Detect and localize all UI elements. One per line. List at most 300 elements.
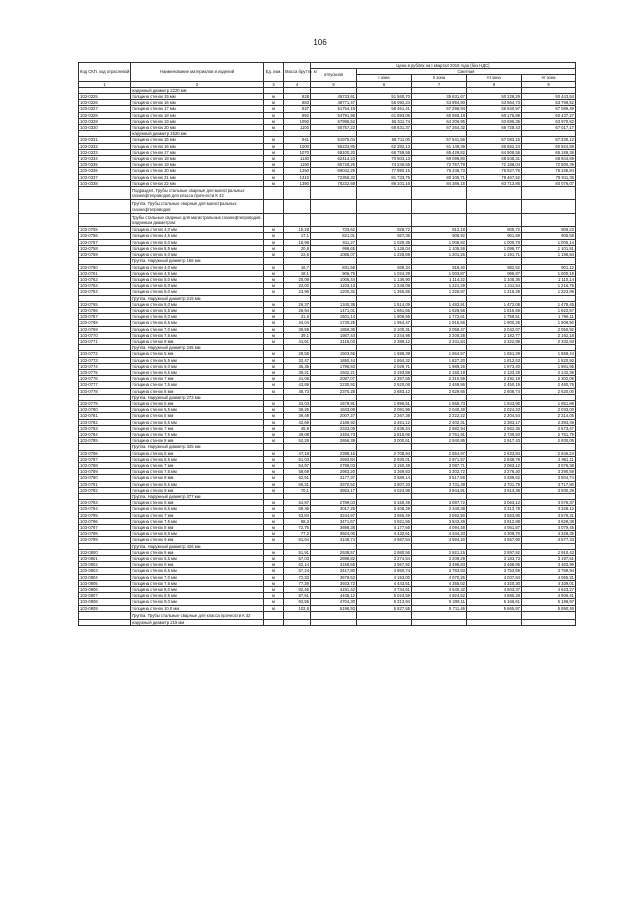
row-zone-3-price: [467, 213, 522, 226]
row-code: 103-0778: [79, 388, 131, 394]
row-zone-1-price: 4 432,61: [357, 531, 412, 537]
section-heading-row: [79, 200, 576, 213]
row-zone-3-price: 3 183,73: [467, 556, 522, 562]
row-code: 103-0326: [79, 100, 131, 106]
row-zone-4-price: 67 017,17: [522, 125, 576, 131]
row-zone-2-price: 2 761,91: [412, 431, 467, 437]
row-zone-2-price: 4 355,02: [412, 580, 467, 586]
row-zone-1-price: 939,34: [357, 264, 412, 270]
row-name: толщина стенок 8,5 мм: [131, 481, 264, 487]
row-zone-3-price: 1 472,08: [467, 301, 522, 307]
row-zone-2-price: 2 200,28: [412, 332, 467, 338]
row-zone-2-price: 53 994,90: [412, 100, 467, 106]
row-code: 103-0760: [79, 264, 131, 270]
row-zone-3-price: 60 176,89: [467, 112, 522, 118]
row-unit: м: [264, 431, 284, 437]
row-zone-1-price: 81 733,75: [357, 174, 412, 180]
row-code: 103-0756: [79, 233, 131, 239]
row-zone-4-price: 57 089,49: [522, 106, 576, 112]
row-zone-3-price: [467, 187, 522, 200]
row-unit: м: [264, 500, 284, 506]
row-code: 103-0761: [79, 270, 131, 276]
row-zone-3-price: 3 063,12: [467, 463, 522, 469]
row-zone-1-price: 65 511,74: [357, 118, 412, 124]
row-zone-2-price: 2 150,19: [412, 369, 467, 375]
row-zone-1-price: 1 355,88: [357, 289, 412, 295]
row-code: 103-0783: [79, 425, 131, 431]
row-code: 103-0770: [79, 332, 131, 338]
row-zone-2-price: 2 040,49: [412, 407, 467, 413]
row-release-price: [311, 620, 357, 626]
row-zone-3-price: 3 468,95: [467, 562, 522, 568]
row-code: 103-0798: [79, 531, 131, 537]
row-release-price: 60757,22: [311, 125, 357, 131]
row-name: толщина стенок 4,0 мм: [131, 227, 264, 233]
row-unit: м: [264, 593, 284, 599]
row-code: 103-0333: [79, 149, 131, 155]
row-zone-3-price: 882,52: [467, 264, 522, 270]
row-zone-2-price: 1 915,56: [412, 320, 467, 326]
row-zone-4-price: 1 851,88: [522, 400, 576, 406]
row-code: 103-0772: [79, 351, 131, 357]
col-number: 4: [284, 81, 311, 87]
row-zone-3-price: 68 548,31: [467, 156, 522, 162]
row-mass: 63,84: [284, 512, 311, 518]
row-zone-4-price: 63 970,82: [522, 118, 576, 124]
row-zone-4-price: 905,58: [522, 233, 576, 239]
row-unit: [264, 187, 284, 200]
row-zone-1-price: 4 153,00: [357, 574, 412, 580]
row-mass: 68,3: [284, 518, 311, 524]
row-mass: 51,91: [284, 549, 311, 555]
row-release-price: 2375,28: [311, 388, 357, 394]
row-release-price: 2593,84: [311, 456, 357, 462]
section-heading-row: [79, 611, 576, 619]
row-zone-2-price: 3 517,66: [412, 475, 467, 481]
row-release-price: 3158,56: [311, 562, 357, 568]
row-zone-4-price: 1 766,11: [522, 314, 576, 320]
row-code: 103-0325: [79, 94, 131, 100]
row-zone-4-price: 1 323,99: [522, 289, 576, 295]
row-zone-4-price: 901,12: [522, 264, 576, 270]
row-mass: 937: [284, 106, 311, 112]
row-mass: [284, 611, 311, 619]
row-zone-2-price: 5 711,46: [412, 605, 467, 611]
row-mass: 57,03: [284, 556, 311, 562]
row-unit: м: [264, 456, 284, 462]
row-unit: м: [264, 100, 284, 106]
row-release-price: 821,01: [311, 233, 357, 239]
row-zone-3-price: 1 651,29: [467, 351, 522, 357]
row-zone-2-price: 2 341,54: [412, 338, 467, 344]
row-name: толщина стенок 6,5 мм: [131, 320, 264, 326]
row-code: 103-0773: [79, 357, 131, 363]
row-code: 103-0801: [79, 556, 131, 562]
row-release-price: 1650,44: [311, 357, 357, 363]
row-name: толщина стенок 7 мм: [131, 425, 264, 431]
row-unit: м: [264, 419, 284, 425]
row-release-price: 54791,98: [311, 112, 357, 118]
row-name: толщина стенок 21 мм: [131, 174, 264, 180]
row-name: толщина стенок 22 мм: [131, 180, 264, 186]
row-zone-4-price: 50 443,54: [522, 94, 576, 100]
row-name: толщина стенок 15 мм: [131, 137, 264, 143]
row-release-price: 2638,57: [311, 549, 357, 555]
row-name: толщина стенок 7,5 мм: [131, 382, 264, 388]
row-release-price: 1859,35: [311, 326, 357, 332]
row-zone-1-price: 828,72: [357, 227, 412, 233]
row-zone-3-price: 3 276,40: [467, 469, 522, 475]
price-table: [78, 62, 576, 626]
row-code: 103-0329: [79, 118, 131, 124]
header-zone-2: II зона: [412, 75, 467, 81]
row-code: 103-0774: [79, 363, 131, 369]
row-release-price: 2656,39: [311, 438, 357, 444]
row-code: 103-0802: [79, 562, 131, 568]
col-number: 7: [412, 81, 467, 87]
row-zone-2-price: 2 940,85: [412, 438, 467, 444]
row-name: толщина стенок 16 мм: [131, 100, 264, 106]
row-code: 103-0775: [79, 369, 131, 375]
row-zone-1-price: [357, 620, 412, 626]
row-code: 103-0338: [79, 180, 131, 186]
section-title: Группа. Трубы стальные сварные для магистральных газонефтепроводов: [131, 200, 264, 213]
row-mass: 66,31: [284, 481, 311, 487]
row-code: 103-0330: [79, 125, 131, 131]
row-code: 103-0782: [79, 419, 131, 425]
row-zone-1-price: 5 827,55: [357, 605, 412, 611]
row-release-price: 3924,06: [311, 531, 357, 537]
row-zone-4-price: 1 196,84: [522, 252, 576, 258]
row-zone-2-price: 2 469,86: [412, 382, 467, 388]
row-unit: м: [264, 112, 284, 118]
row-zone-4-price: [522, 200, 576, 213]
row-zone-2-price: 4 640,32: [412, 587, 467, 593]
row-code: 103-0788: [79, 463, 131, 469]
row-unit: м: [264, 314, 284, 320]
row-zone-2-price: 64 206,95: [412, 118, 467, 124]
row-zone-3-price: 2 562,36: [467, 425, 522, 431]
row-release-price: 3017,26: [311, 506, 357, 512]
row-zone-2-price: 3 843,49: [412, 518, 467, 524]
header-price-group: Цена в рублях на I квартал 2016 года (без НДС): [311, 63, 576, 69]
row-mass: 1190: [284, 162, 311, 168]
row-unit: м: [264, 413, 284, 419]
row-zone-4-price: [522, 213, 576, 226]
row-code: 103-0800: [79, 549, 131, 555]
row-mass: 35,35: [284, 363, 311, 369]
row-mass: 39,49: [284, 413, 311, 419]
row-release-price: 1085,07: [311, 252, 357, 258]
row-code: 103-0792: [79, 487, 131, 493]
row-zone-2-price: 1 989,26: [412, 363, 467, 369]
row-zone-2-price: 918,40: [412, 264, 467, 270]
row-mass: 81,64: [284, 537, 311, 543]
row-zone-1-price: 1 954,47: [357, 320, 412, 326]
row-release-price: 2789,03: [311, 500, 357, 506]
row-name: толщина стенок 5 мм: [131, 400, 264, 406]
row-name: толщина стенок 19 мм: [131, 162, 264, 168]
row-unit: м: [264, 149, 284, 155]
row-zone-4-price: 57 330,12: [522, 137, 576, 143]
row-mass: 941: [284, 137, 311, 143]
row-zone-4-price: 3 829,38: [522, 518, 576, 524]
row-code: 103-0797: [79, 525, 131, 531]
section-heading-row: [79, 213, 576, 226]
row-release-price: 1103,13: [311, 283, 357, 289]
col-number: 1: [79, 81, 131, 87]
row-zone-3-price: 1 812,63: [467, 357, 522, 363]
row-zone-2-price: 60 660,18: [412, 112, 467, 118]
row-zone-4-price: 3 328,12: [522, 506, 576, 512]
row-name: толщина стенок 20 мм: [131, 168, 264, 174]
row-zone-1-price: 3 150,49: [357, 463, 412, 469]
row-zone-1-price: 2 930,01: [357, 456, 412, 462]
row-zone-2-price: 908,92: [412, 233, 467, 239]
row-mass: 54,87: [284, 500, 311, 506]
col-number: 9: [522, 81, 576, 87]
row-code: 103-0768: [79, 320, 131, 326]
row-zone-3-price: 5 166,61: [467, 599, 522, 605]
row-zone-2-price: [412, 213, 467, 226]
row-code: 103-0757: [79, 239, 131, 245]
row-zone-1-price: 3 408,29: [357, 506, 412, 512]
row-unit: м: [264, 320, 284, 326]
row-zone-2-price: 76 436,73: [412, 168, 467, 174]
row-unit: м: [264, 369, 284, 375]
row-unit: м: [264, 587, 284, 593]
row-zone-2-price: 4 924,52: [412, 593, 467, 599]
row-code: 103-0755: [79, 227, 131, 233]
row-unit: м: [264, 562, 284, 568]
row-mass: 42,69: [284, 419, 311, 425]
row-zone-4-price: 3 076,38: [522, 463, 576, 469]
row-zone-1-price: 86 101,16: [357, 180, 412, 186]
row-zone-1-price: 3 860,74: [357, 568, 412, 574]
row-zone-2-price: 69 098,80: [412, 156, 467, 162]
col-number: 3: [264, 81, 284, 87]
row-code: [79, 620, 131, 626]
row-code: 103-0777: [79, 382, 131, 388]
row-release-price: 69042,29: [311, 168, 357, 174]
row-zone-4-price: 2 192,18: [522, 332, 576, 338]
row-zone-4-price: 60 924,59: [522, 143, 576, 149]
row-zone-3-price: 2 633,84: [467, 450, 522, 456]
row-name: толщина стенок 7,5 мм: [131, 469, 264, 475]
row-mass: 32,47: [284, 357, 311, 363]
row-zone-3-price: 1 843,90: [467, 400, 522, 406]
row-code: 103-0771: [79, 338, 131, 344]
section-title: Подраздел. Трубы стальные сварные для магистральных газонефтепроводов для класса прочности К 42: [131, 187, 264, 200]
row-zone-4-price: 4 906,41: [522, 593, 576, 599]
row-code: 103-0336: [79, 168, 131, 174]
row-release-price: 2007,27: [311, 413, 357, 419]
row-unit: м: [264, 118, 284, 124]
row-zone-4-price: 1 216,76: [522, 283, 576, 289]
row-zone-4-price: 2 302,09: [522, 376, 576, 382]
row-release-price: 1678,91: [311, 400, 357, 406]
row-zone-4-price: 2 930,05: [522, 438, 576, 444]
row-zone-4-price: 4 055,31: [522, 574, 576, 580]
row-name: толщина стенок 7,5 мм: [131, 580, 264, 586]
row-mass: 23,96: [284, 289, 311, 295]
row-zone-2-price: 3 592,50: [412, 512, 467, 518]
row-unit: [264, 611, 284, 619]
row-code: 103-0328: [79, 112, 131, 118]
row-zone-4-price: 76 155,84: [522, 168, 576, 174]
row-zone-1-price: [357, 611, 412, 619]
row-zone-4-price: 2 460,76: [522, 382, 576, 388]
row-mass: 62,51: [284, 475, 311, 481]
row-mass: 41,61: [284, 338, 311, 344]
row-zone-2-price: 3 087,71: [412, 463, 467, 469]
row-code: 103-0796: [79, 518, 131, 524]
row-name: толщина стенок 6 мм: [131, 413, 264, 419]
row-code: 103-0781: [79, 413, 131, 419]
row-mass: 22,6: [284, 252, 311, 258]
row-zone-2-price: 3 302,72: [412, 469, 467, 475]
row-zone-3-price: 2 322,89: [467, 338, 522, 344]
row-name: толщина стенок 6 мм: [131, 562, 264, 568]
row-mass: [284, 620, 311, 626]
row-name: толщина стенок 17 мм: [131, 106, 264, 112]
row-release-price: 72356,32: [311, 174, 357, 180]
row-mass: 18,1: [284, 270, 311, 276]
row-zone-1-price: 1 246,08: [357, 283, 412, 289]
row-zone-2-price: 2 310,59: [412, 376, 467, 382]
row-unit: м: [264, 376, 284, 382]
row-zone-1-price: 4 687,54: [357, 537, 412, 543]
row-release-price: 3177,37: [311, 475, 357, 481]
row-unit: м: [264, 156, 284, 162]
row-zone-3-price: 1 318,29: [467, 289, 522, 295]
row-zone-1-price: 2 389,12: [357, 338, 412, 344]
row-name: толщина стенок 7,0 мм: [131, 574, 264, 580]
row-release-price: 2230,92: [311, 382, 357, 388]
row-unit: м: [264, 407, 284, 413]
row-zone-4-price: 3 504,74: [522, 475, 576, 481]
row-unit: м: [264, 351, 284, 357]
row-zone-1-price: 68 631,37: [357, 125, 412, 131]
row-zone-3-price: 1 191,71: [467, 252, 522, 258]
row-code: 103-0769: [79, 326, 131, 332]
row-zone-4-price: 4 339,01: [522, 580, 576, 586]
row-unit: м: [264, 168, 284, 174]
row-release-price: [311, 187, 357, 200]
row-mass: [284, 187, 311, 200]
row-name: толщина стенок 5 мм: [131, 351, 264, 357]
header-code: Код СКП, код отраслевой: [79, 63, 131, 82]
row-zone-1-price: 3 274,54: [357, 556, 412, 562]
row-code: 103-0806: [79, 587, 131, 593]
row-unit: м: [264, 450, 284, 456]
row-zone-2-price: 1 328,87: [412, 289, 467, 295]
row-release-price: 2494,73: [311, 431, 357, 437]
page-number: 106: [313, 38, 327, 47]
row-zone-1-price: 58 711,00: [357, 137, 412, 143]
row-zone-2-price: 1 003,87: [412, 270, 467, 276]
row-zone-2-price: 61 149,39: [412, 143, 467, 149]
row-unit: м: [264, 518, 284, 524]
section-title: Группа. Наружный диаметр 377 мм: [131, 494, 264, 500]
header-mass: Масса брутто, кг: [284, 63, 311, 82]
row-release-price: 1471,01: [311, 307, 357, 313]
row-zone-3-price: 1 105,36: [467, 276, 522, 282]
row-name: толщина стенок 17 мм: [131, 149, 264, 155]
row-zone-1-price: 3 807,33: [357, 481, 412, 487]
row-release-price: 2898,82: [311, 556, 357, 562]
header-zone-3: III зона: [467, 75, 522, 81]
row-name: толщина стенок 6,5 мм: [131, 568, 264, 574]
row-zone-3-price: 2 292,19: [467, 376, 522, 382]
row-unit: м: [264, 388, 284, 394]
row-code: 103-0776: [79, 376, 131, 382]
row-unit: [264, 620, 284, 626]
row-name: толщина стенок 8 мм: [131, 438, 264, 444]
row-zone-1-price: [357, 200, 412, 213]
row-unit: м: [264, 438, 284, 444]
row-release-price: 1730,25: [311, 320, 357, 326]
row-zone-3-price: 2 042,07: [467, 326, 522, 332]
row-mass: 36,58: [284, 326, 311, 332]
row-zone-1-price: 1 514,09: [357, 301, 412, 307]
row-code: 103-0763: [79, 283, 131, 289]
row-mass: [284, 213, 311, 226]
row-zone-1-price: [357, 187, 412, 200]
row-name: толщина стенок 7,0 мм: [131, 326, 264, 332]
row-mass: 41,06: [284, 376, 311, 382]
row-unit: м: [264, 525, 284, 531]
row-code: 103-0785: [79, 438, 131, 444]
row-release-price: 4448,12: [311, 593, 357, 599]
row-zone-3-price: 72 188,04: [467, 162, 522, 168]
row-zone-3-price: 4 309,70: [467, 531, 522, 537]
row-zone-3-price: 1 096,77: [467, 245, 522, 251]
row-zone-3-price: 63 695,35: [467, 118, 522, 124]
row-release-price: 57995,52: [311, 118, 357, 124]
row-zone-2-price: 1 105,59: [412, 245, 467, 251]
row-zone-2-price: 35 631,67: [412, 94, 467, 100]
row-unit: м: [264, 174, 284, 180]
row-zone-2-price: 1 483,91: [412, 301, 467, 307]
row-zone-1-price: 3 567,92: [357, 562, 412, 568]
row-zone-2-price: 2 921,15: [412, 549, 467, 555]
header-zone-1: I зона: [357, 75, 412, 81]
row-name: толщина стенок 8 мм: [131, 338, 264, 344]
row-zone-4-price: 1 101,51: [522, 245, 576, 251]
row-release-price: 3563,17: [311, 487, 357, 493]
row-zone-4-price: 2 214,05: [522, 413, 576, 419]
header-unit: Ед. изм.: [264, 63, 284, 82]
row-release-price: 1942,21: [311, 369, 357, 375]
row-zone-3-price: 2 182,77: [467, 332, 522, 338]
row-mass: 49,08: [284, 431, 311, 437]
row-name: толщина стенок 7,5 мм: [131, 518, 264, 524]
row-unit: м: [264, 574, 284, 580]
row-name: толщина стенок 8,0 мм: [131, 587, 264, 593]
row-zone-4-price: 3 579,31: [522, 512, 576, 518]
row-release-price: [311, 611, 357, 619]
row-zone-4-price: 84 076,07: [522, 180, 576, 186]
row-zone-2-price: 3 340,38: [412, 506, 467, 512]
row-zone-2-price: 2 402,31: [412, 419, 467, 425]
row-zone-1-price: 4 024,98: [357, 487, 412, 493]
row-zone-1-price: 4 177,66: [357, 525, 412, 531]
row-zone-1-price: 2 683,12: [357, 388, 412, 394]
row-zone-1-price: 1 661,65: [357, 307, 412, 313]
row-release-price: 48771,47: [311, 100, 357, 106]
row-release-price: 65728,26: [311, 162, 357, 168]
